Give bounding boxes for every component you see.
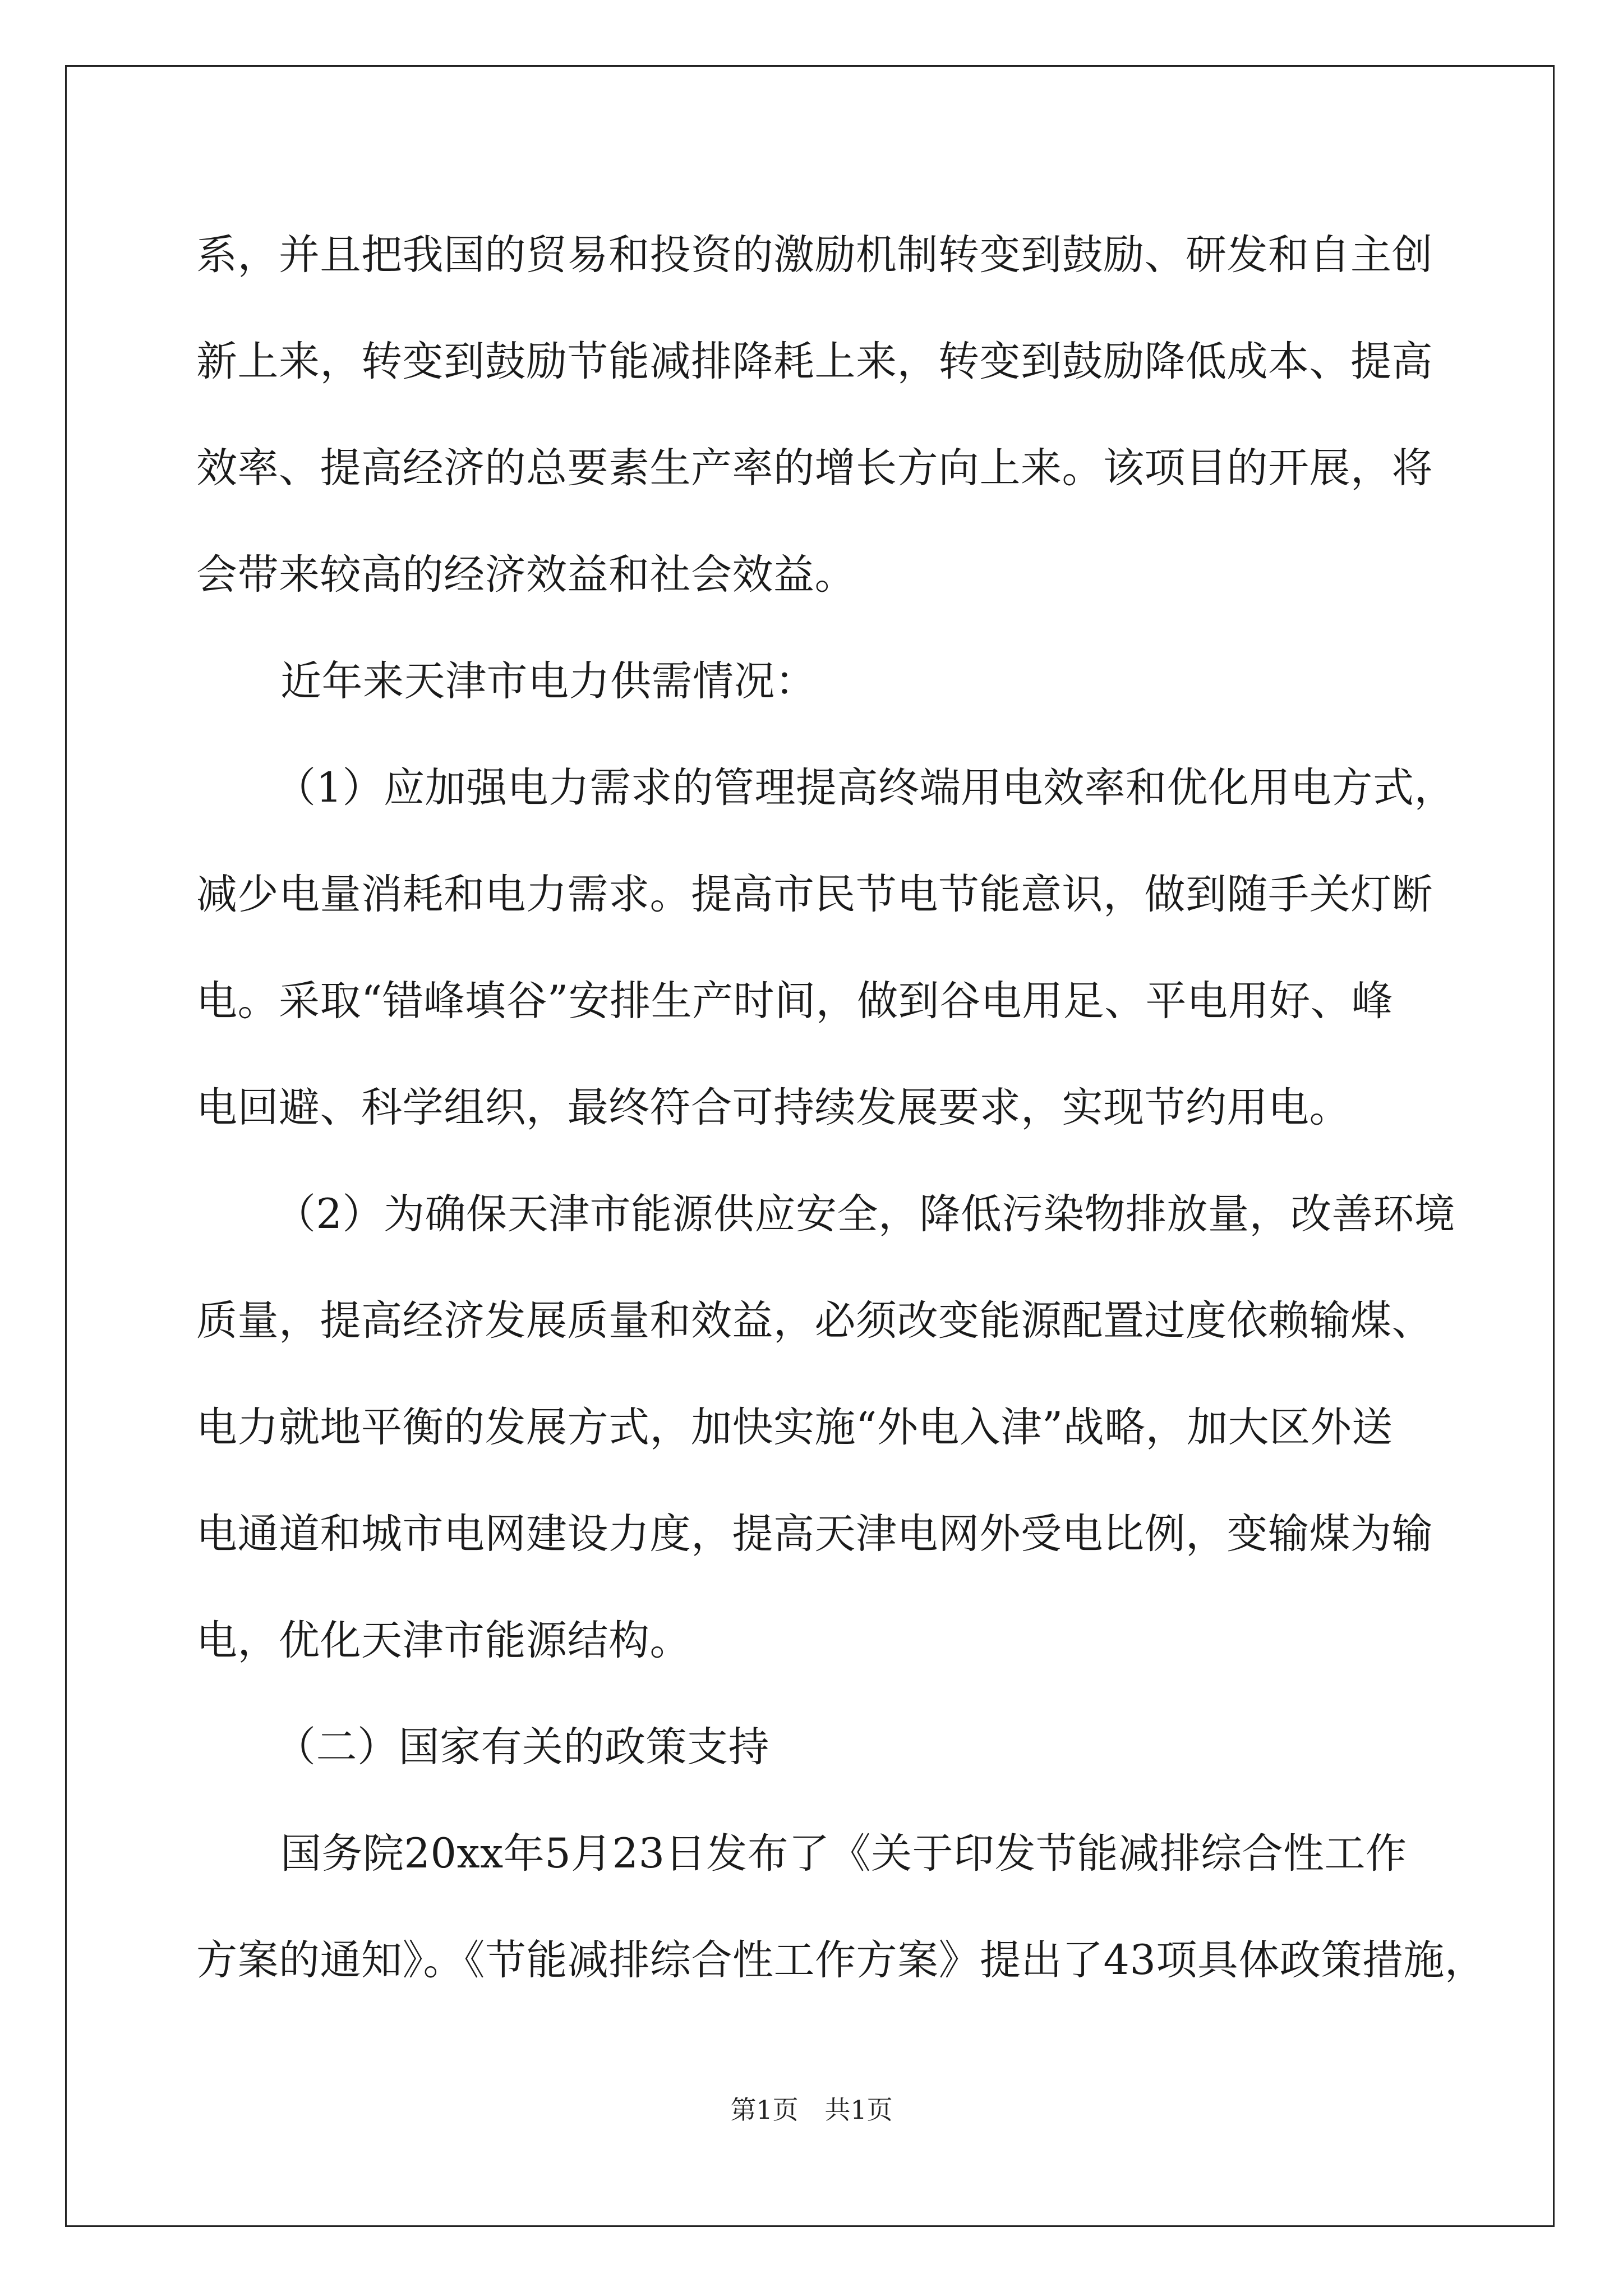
text-line-6: （1）应加强电力需求的管理提高终端用电效率和优化用电方式， (275, 764, 1455, 812)
text-line-13: 电通道和城市电网建设力度，提高天津电网外受电比例，变输煤为输 (196, 1510, 1433, 1558)
page-footer (0, 2090, 1623, 2127)
text-line-3: 效率、提高经济的总要素生产率的增长方向上来。该项目的开展，将 (196, 444, 1433, 492)
text-line-14: 电，优化天津市能源结构。 (196, 1617, 691, 1664)
paragraph-heading-power-supply: 近年来天津市电力供需情况： (280, 657, 817, 705)
text-line-12: 电力就地平衡的发展方式，加快实施“外电入津”战略，加大区外送 (196, 1404, 1393, 1451)
total-pages: 共1页 (824, 2095, 893, 2125)
text-line-4: 会带来较高的经济效益和社会效益。 (196, 551, 856, 599)
text-line-16: 国务院20xx年5月23日发布了《关于印发节能减排综合性工作 (280, 1830, 1407, 1878)
text-line-8: 电。采取“错峰填谷”安排生产时间，做到谷电用足、平电用好、峰 (196, 977, 1393, 1025)
text-line-11: 质量，提高经济发展质量和效益，必须改变能源配置过度依赖输煤、 (196, 1297, 1433, 1345)
page-border (65, 65, 1555, 2227)
text-line-2: 新上来，转变到鼓励节能减排降耗上来，转变到鼓励降低成本、提高 (196, 338, 1433, 385)
text-line-17: 方案的通知》。《节能减排综合性工作方案》提出了43项具体政策措施， (196, 1936, 1486, 1984)
page-number: 第1页 (730, 2095, 799, 2125)
text-line-1: 系，并且把我国的贸易和投资的激励机制转变到鼓励、研发和自主创 (196, 231, 1433, 279)
section-heading-policy-support: （二）国家有关的政策支持 (275, 1723, 769, 1771)
text-line-7: 减少电量消耗和电力需求。提高市民节电节能意识，做到随手关灯断 (196, 871, 1433, 918)
text-line-10: （2）为确保天津市能源供应安全，降低污染物排放量，改善环境 (275, 1190, 1455, 1238)
text-line-9: 电回避、科学组织，最终符合可持续发展要求，实现节约用电。 (196, 1084, 1350, 1131)
